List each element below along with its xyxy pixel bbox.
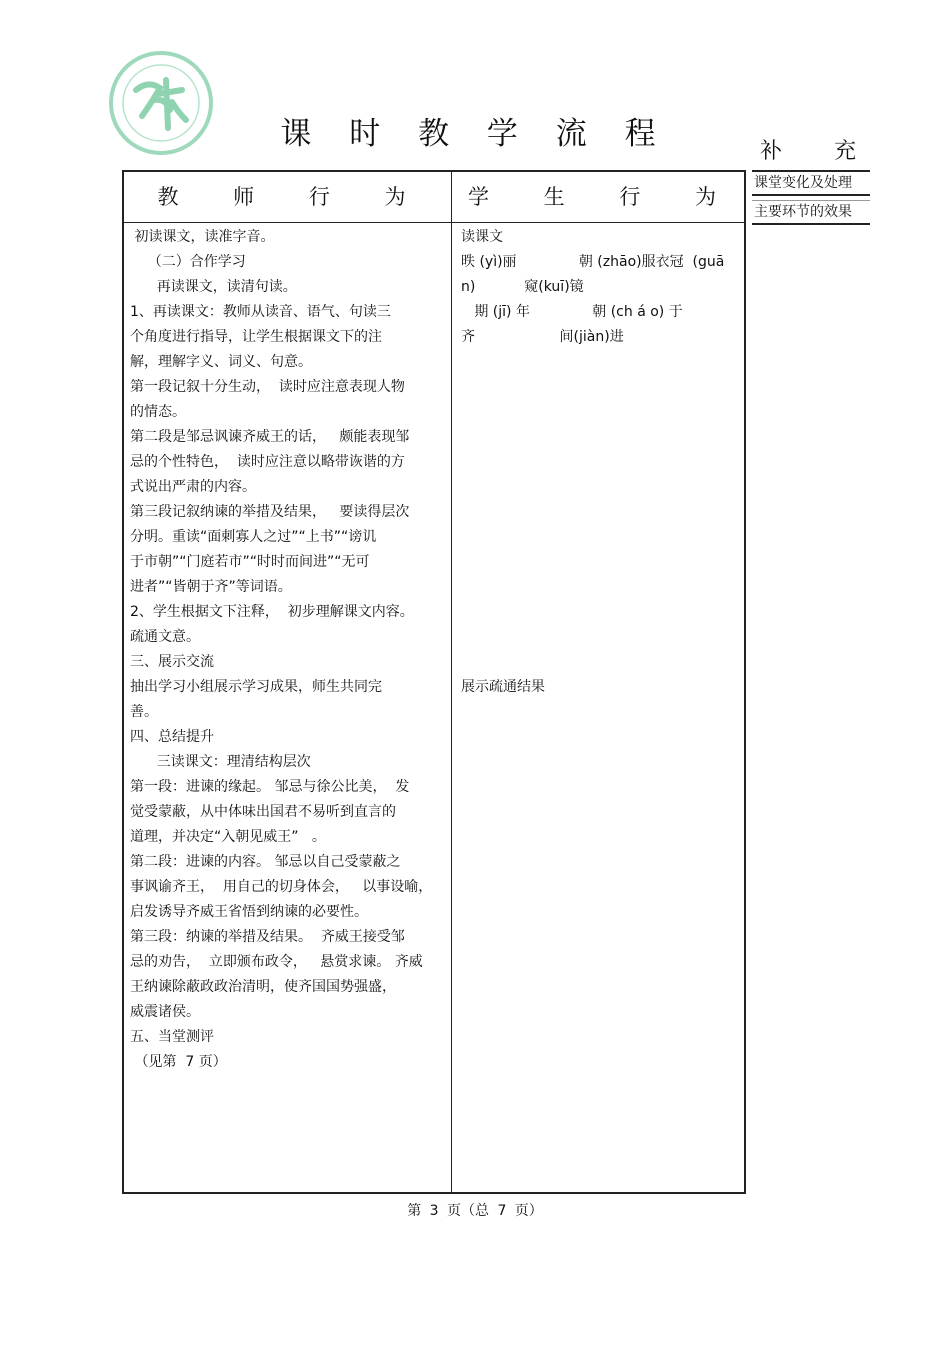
supplement-mid-rule (752, 194, 870, 201)
student-line: 读课文 (461, 229, 503, 245)
teacher-line: （见第 7 页） (130, 1054, 227, 1070)
student-line (461, 575, 741, 600)
supplement-bottom-rule (752, 223, 870, 225)
teacher-line: 四、总结提升 (130, 729, 214, 745)
teacher-line: 王纳谏除蔽政政治清明，使齐国国势强盛， (130, 979, 396, 995)
header-divider (124, 222, 744, 223)
supplement-heading: 补 充 (760, 139, 856, 164)
teacher-line: 再读课文，读清句读。 (130, 279, 297, 295)
teacher-line: 觉受蒙蔽，从中体味出国君不易听到直言的 (130, 804, 396, 820)
student-line (461, 525, 741, 550)
student-line: 展示疏通结果 (461, 679, 545, 695)
student-actions-cell (461, 225, 741, 700)
teacher-line: 式说出严肃的内容。 (130, 479, 256, 495)
student-column-header: 学 生 行 为 (467, 185, 741, 209)
teacher-line: 第二段：进谏的内容。 邹忌以自己受蒙蔽之 (130, 854, 401, 870)
teacher-column-header: 教 师 行 为 (157, 185, 430, 209)
student-line (461, 500, 741, 525)
teacher-line: 第三段：纳谏的举措及结果。 齐威王接受邹 (130, 929, 405, 945)
lesson-flow-table (122, 170, 746, 1194)
page-title: 课 时 教 学 流 程 (280, 116, 670, 152)
teacher-line: 第三段记叙纳谏的举措及结果， 要读得层次 (130, 504, 410, 520)
teacher-line: （二）合作学习 (130, 254, 246, 270)
teacher-line: 五、当堂测评 (130, 1029, 214, 1045)
column-divider (451, 172, 452, 1192)
student-line (461, 450, 741, 475)
student-line: 期 (jī) 年 朝 (ch á o) 于 (461, 304, 683, 320)
student-line (461, 650, 741, 675)
page-footer: 第 3 页（总 7 页） (407, 1203, 543, 1219)
student-line (461, 600, 741, 625)
supplement-table (752, 170, 870, 225)
student-line (461, 550, 741, 575)
student-line (461, 400, 741, 425)
teacher-line: 个角度进行指导，让学生根据课文下的注 (130, 329, 382, 345)
teacher-line: 分明。重读“面刺寡人之过”“上书”“谤讥 (130, 529, 377, 545)
teacher-line: 抽出学习小组展示学习成果，师生共同完 (130, 679, 382, 695)
teacher-line: 忌的个性特色， 读时应注意以略带诙谐的方 (130, 454, 405, 470)
teacher-line: 进者”“皆朝于齐”等词语。 (130, 579, 292, 595)
teacher-line: 道理，并决定“入朝见威王” 。 (130, 829, 326, 845)
teacher-line: 1、再读课文：教师从读音、语气、句读三 (130, 304, 391, 320)
teacher-line: 启发诱导齐威王省悟到纳谏的必要性。 (130, 904, 368, 920)
student-line: n) 窥(kuī)镜 (461, 279, 584, 295)
teacher-line: 第一段记叙十分生动， 读时应注意表现人物 (130, 379, 405, 395)
teacher-line: 威震诸侯。 (130, 1004, 200, 1020)
supplement-item-classroom-changes: 课堂变化及处理 (754, 175, 852, 191)
teacher-line: 初读课文，读准字音。 (130, 229, 275, 245)
teacher-line: 三、展示交流 (130, 654, 214, 670)
teacher-line: 解，理解字义、词义、句意。 (130, 354, 312, 370)
student-line: 昳 (yì)丽 朝 (zhāo)服衣冠 (guā (461, 254, 725, 270)
student-line: 齐 间(jiàn)进 (461, 329, 624, 345)
teacher-line: 于市朝”“门庭若市”“时时而间进”“无可 (130, 554, 370, 570)
student-line (461, 350, 741, 375)
teacher-actions-cell (130, 225, 440, 1075)
student-line (461, 625, 741, 650)
teacher-line: 第一段：进谏的缘起。 邹忌与徐公比美， 发 (130, 779, 410, 795)
teacher-line: 2、学生根据文下注释， 初步理解课文内容。 (130, 604, 414, 620)
student-line (461, 375, 741, 400)
teacher-line: 事讽谕齐王， 用自己的切身体会， 以事设喻， (130, 879, 433, 895)
supplement-item-key-effects: 主要环节的效果 (754, 204, 852, 220)
teacher-line: 善。 (130, 704, 158, 720)
student-line (461, 425, 741, 450)
teacher-line: 忌的劝告， 立即颁布政令， 悬赏求谏。 齐威 (130, 954, 423, 970)
teacher-line: 的情态。 (130, 404, 186, 420)
student-line (461, 475, 741, 500)
teacher-line: 疏通文意。 (130, 629, 200, 645)
teacher-line: 三读课文：理清结构层次 (130, 754, 311, 770)
teacher-line: 第二段是邹忌讽谏齐威王的话， 颇能表现邹 (130, 429, 410, 445)
